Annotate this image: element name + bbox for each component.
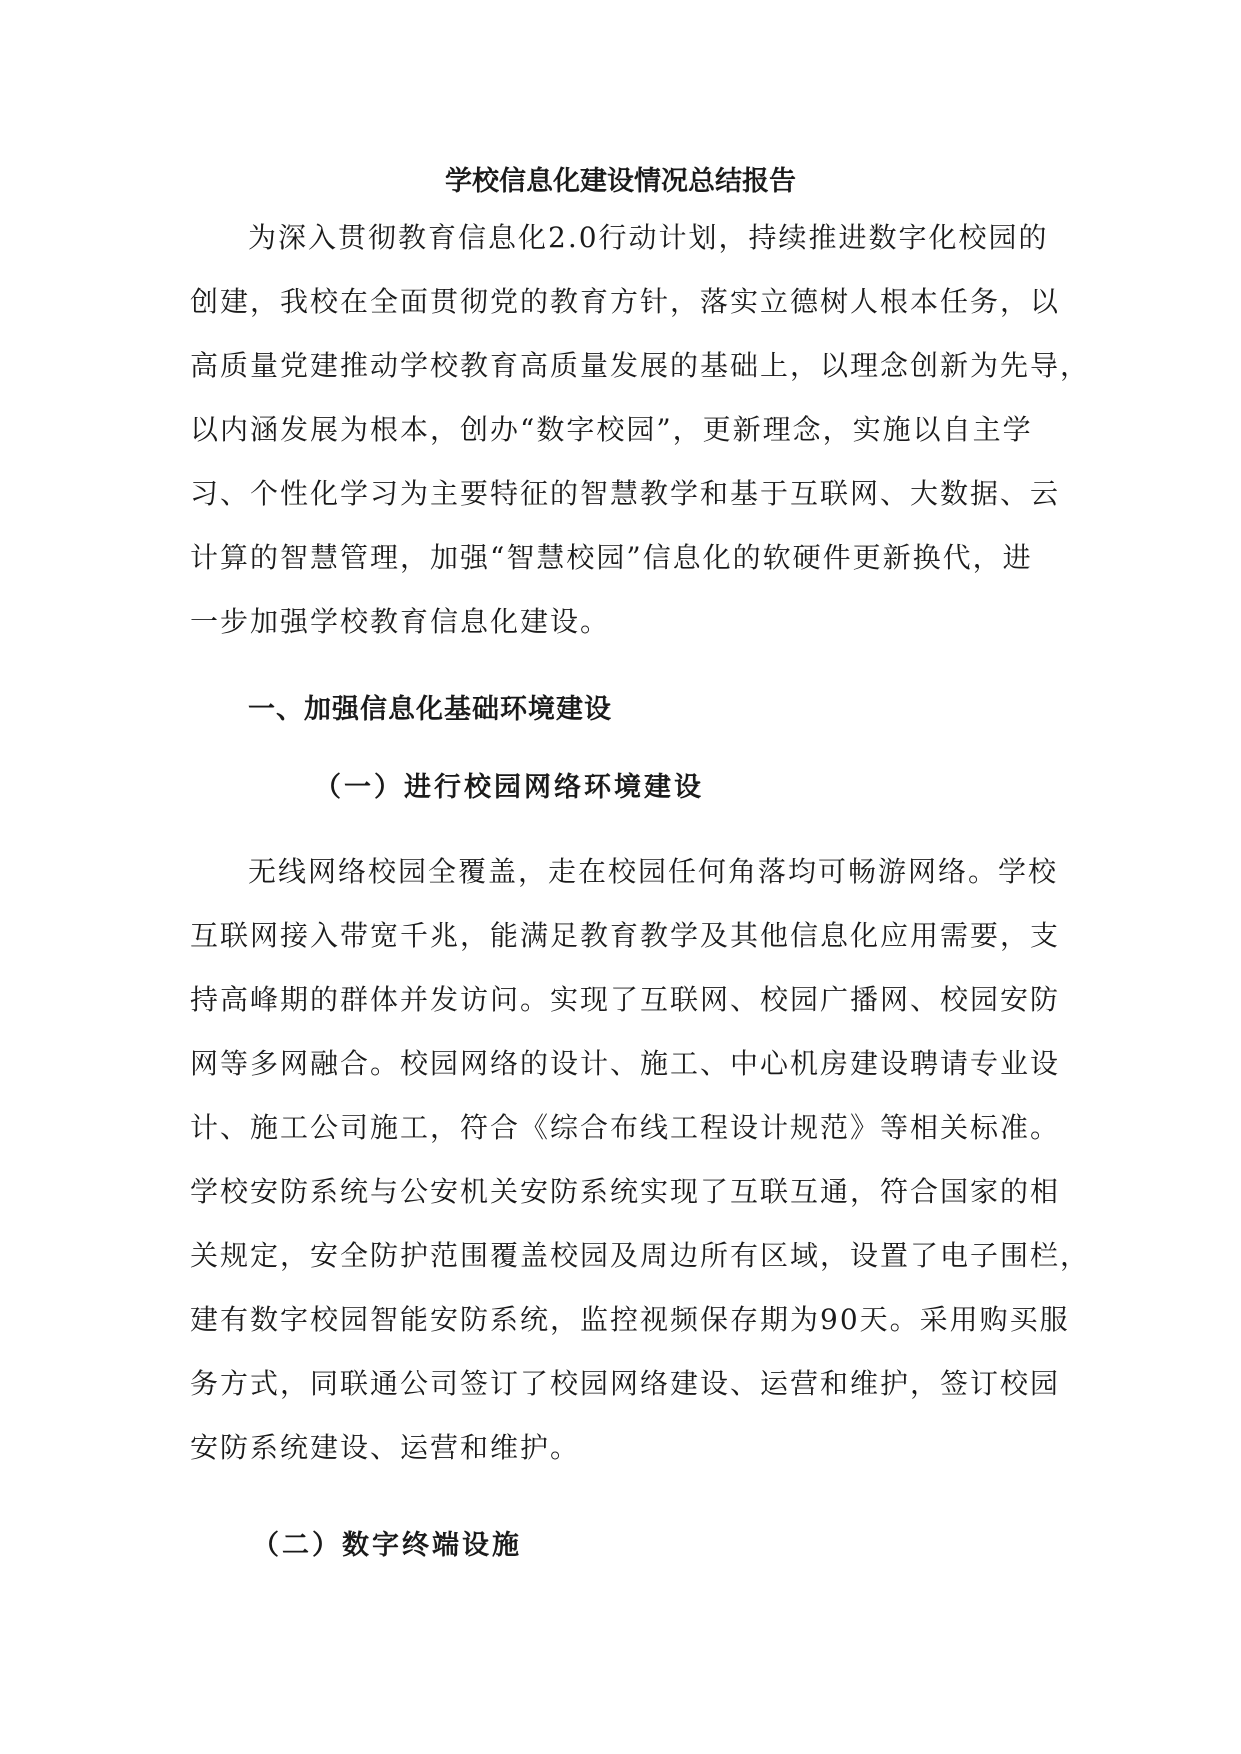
body-line: 互联网接入带宽千兆，能满足教育教学及其他信息化应用需要，支 [190, 919, 1061, 952]
intro-line: 创建，我校在全面贯彻党的教育方针，落实立德树人根本任务，以 [190, 285, 1061, 318]
body-line: 建有数字校园智能安防系统，监控视频保存期为90天。采用购买服 [190, 1303, 1070, 1336]
document-title: 学校信息化建设情况总结报告 [445, 166, 796, 197]
body-line: 学校安防系统与公安机关安防系统实现了互联互通，符合国家的相 [190, 1175, 1061, 1208]
body-line: 关规定，安全防护范围覆盖校园及周边所有区域，设置了电子围栏， [190, 1239, 1091, 1272]
intro-line: 计算的智慧管理，加强“智慧校园”信息化的软硬件更新换代，进 [190, 541, 1033, 574]
body-line: 持高峰期的群体并发访问。实现了互联网、校园广播网、校园安防 [190, 983, 1061, 1016]
intro-line: 为深入贯彻教育信息化2.0行动计划，持续推进数字化校园的 [248, 221, 1049, 254]
intro-line: 习、个性化学习为主要特征的智慧教学和基于互联网、大数据、云 [190, 477, 1061, 510]
body-line: 务方式，同联通公司签订了校园网络建设、运营和维护，签订校园 [190, 1367, 1061, 1400]
body-line: 计、施工公司施工，符合《综合布线工程设计规范》等相关标准。 [190, 1111, 1061, 1144]
intro-line: 高质量党建推动学校教育高质量发展的基础上，以理念创新为先导， [190, 349, 1091, 382]
body-line: 无线网络校园全覆盖，走在校园任何角落均可畅游网络。学校 [248, 855, 1059, 888]
intro-paragraph [190, 206, 1091, 654]
intro-line: 一步加强学校教育信息化建设。 [190, 605, 611, 638]
subsection-heading-2: （二）数字终端设施 [252, 1530, 522, 1561]
subsection-heading-1: （一）进行校园网络环境建设 [314, 772, 704, 803]
body-line: 网等多网融合。校园网络的设计、施工、中心机房建设聘请专业设 [190, 1047, 1061, 1080]
body-line: 安防系统建设、运营和维护。 [190, 1431, 581, 1464]
network-paragraph [190, 840, 1091, 1480]
intro-line: 以内涵发展为根本，创办“数字校园”，更新理念，实施以自主学 [190, 413, 1033, 446]
section-heading-1: 一、加强信息化基础环境建设 [248, 694, 612, 725]
